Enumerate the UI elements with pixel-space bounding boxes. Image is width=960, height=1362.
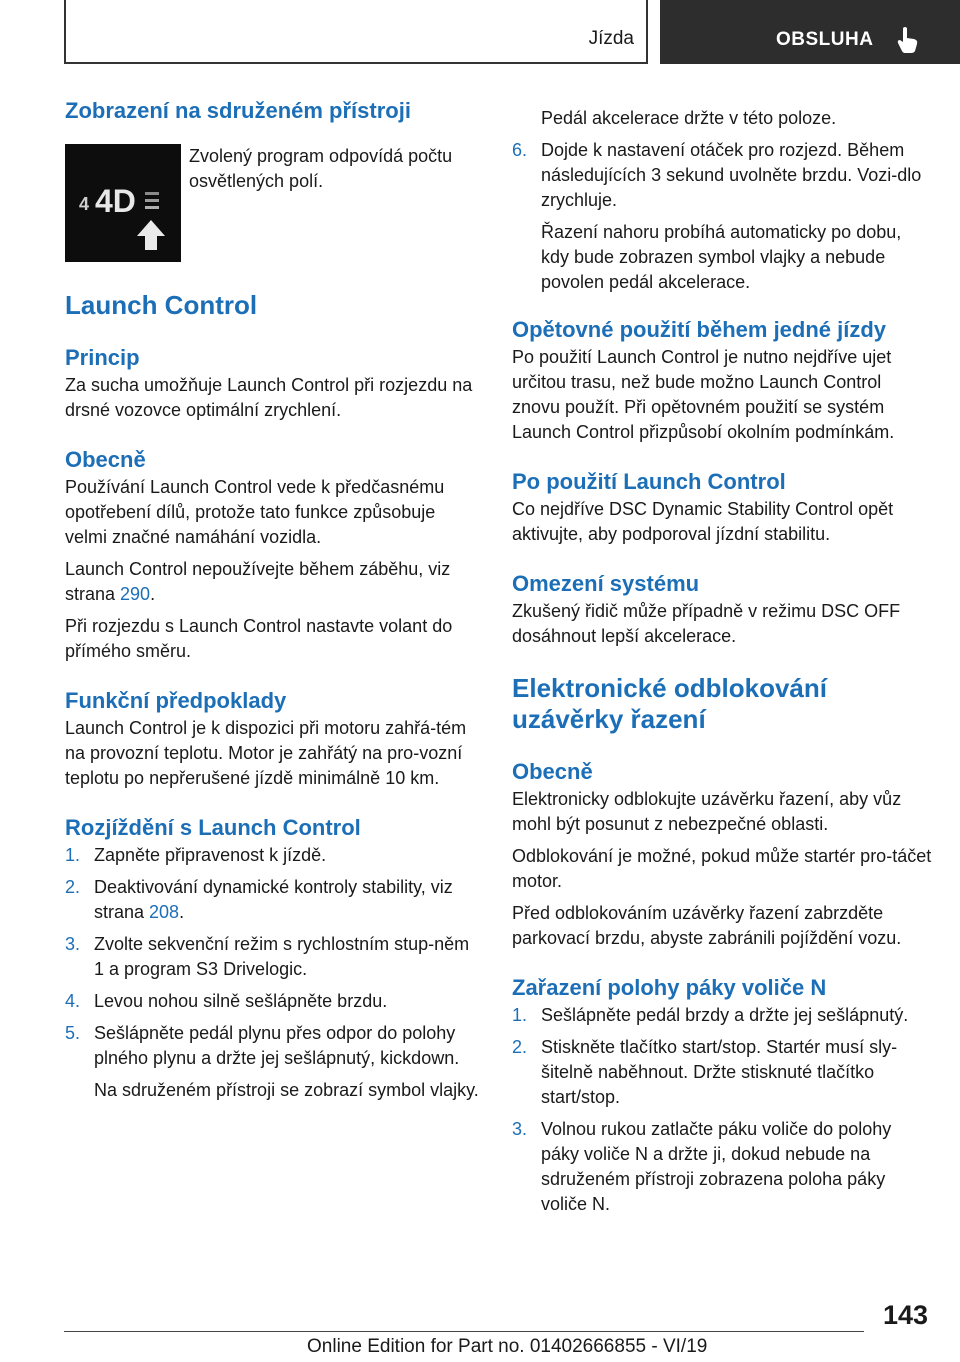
rozjizdeni-steps-continued (512, 138, 932, 295)
princip-text: Za sucha umožňuje Launch Control při rozjezdu na drsné vozovce optimální zrychlení. (65, 375, 473, 420)
section-title-obecne-2: Obecně (512, 759, 593, 784)
obecne-p2: Launch Control nepoužívejte během záběhu, viz strana 290. (65, 559, 451, 604)
section-title-zarazeni: Zařazení polohy páky voliče N (512, 975, 827, 1000)
footer-divider (64, 1331, 864, 1332)
obecne-p3: Při rozjezdu s Launch Control nastavte volant do přímého směru. (65, 616, 453, 661)
section-title-omezeni: Omezení systému (512, 571, 700, 596)
list-item: 3. Volnou rukou zatlačte páku voliče do polohy páky voliče N a držte ji, dokud nebude na sdruženém přístroji zobrazena poloha páky voliče N. (512, 1119, 892, 1214)
list-item: 6. Dojde k nastavení otáček pro rozjezd. Během následujících 3 sekund uvolněte brzdu. Vozi-dlo zrychluje. Řazení nahoru probíhá automaticky po dobu, kdy bude zobrazen symbol vlajky a nebude povolen pedál akcelerace. (512, 138, 932, 295)
display-text: Zvolený program odpovídá počtu osvětlených polí. (189, 146, 453, 191)
list-item: 1. Sešlápněte pedál brzdy a držte jej sešlápnutý. (512, 1005, 909, 1025)
section-title-rozjizdeni: Rozjíždění s Launch Control (65, 815, 361, 840)
svg-text:4: 4 (79, 194, 90, 214)
list-item: 4. Levou nohou silně sešlápněte brzdu. (65, 991, 388, 1011)
opetovne-text: Po použití Launch Control je nutno nejdříve ujet určitou trasu, než bude možno Launch Control znovu použít. Při opětovném použití se systém Launch Control přizpůsobí okolním podmínkám. (512, 347, 895, 442)
obecne2-p2: Odblokování je možné, pokud může startér pro-táčet motor. (512, 846, 932, 891)
hand-pointer-icon (896, 26, 920, 54)
list-item: 1. Zapněte připravenost k jízdě. (65, 845, 327, 865)
list-item: 5. Sešlápněte pedál plynu přes odpor do polohy plného plynu a držte jej sešlápnutý, kickdown. Na sdruženém přístroji se zobrazí symbol vlajky. (65, 1021, 480, 1103)
header-section: OBSLUHA (776, 29, 874, 50)
right-column (512, 106, 932, 1217)
instrument-cluster-image (65, 144, 181, 262)
list-item: 2. Deaktivování dynamické kontroly stability, viz strana 208. (65, 877, 453, 922)
section-title-elektronicke: Elektronické odblokování uzávěrky řazení (512, 673, 827, 734)
rozjizdeni-steps (65, 843, 480, 1103)
funkcni-text: Launch Control je k dispozici při motoru zahřá-tém na provozní teplotu. Motor je zahřátý na pro-vozní teplotu po nepřerušené jízdě minimálně 10 km. (65, 718, 467, 788)
continued-text: Pedál akcelerace držte v této poloze. (541, 108, 837, 128)
obecne2-p1: Elektronicky odblokujte uzávěrku řazení, aby vůz mohl být posunut z nebezpečné oblasti. (512, 789, 902, 834)
obecne2-p3: Před odblokováním uzávěrky řazení zabrzděte parkovací brzdu, abyste zabránili pojíždění vozu. (512, 903, 902, 948)
list-item-note: Na sdruženém přístroji se zobrazí symbol vlajky. (94, 1080, 479, 1100)
section-title-po-pouziti: Po použití Launch Control (512, 469, 786, 494)
section-title-display: Zobrazení na sdruženém přístroji (65, 98, 411, 123)
header-section-box (660, 0, 960, 64)
page-link-290[interactable]: 290 (120, 584, 151, 604)
display-figure (65, 144, 480, 262)
gear-up-arrow-icon (65, 144, 181, 262)
po-pouziti-text: Co nejdříve DSC Dynamic Stability Control opět aktivujte, aby podporoval jízdní stabilitu. (512, 499, 894, 544)
section-title-princip: Princip (65, 345, 140, 370)
zarazeni-steps (512, 1003, 932, 1217)
header-chapter: Jízda (588, 28, 634, 49)
list-item: 2. Stiskněte tlačítko start/stop. Startér musí sly-šitelně naběhnout. Držte stisknuté tlačítko start/stop. (512, 1037, 898, 1107)
left-column (65, 96, 480, 1103)
page-number: 143 (882, 1300, 928, 1330)
list-item-note: Řazení nahoru probíhá automaticky po dobu, kdy bude zobrazen symbol vlajky a nebude povolen pedál akcelerace. (541, 222, 902, 292)
gear-label: 4D (95, 183, 136, 219)
section-title-obecne: Obecně (65, 447, 146, 472)
list-item: 3. Zvolte sekvenční režim s rychlostním stup-něm 1 a program S3 Drivelogic. (65, 934, 470, 979)
footer-edition: Online Edition for Part no. 01402666855 - VI/19 (307, 1336, 708, 1357)
obecne-p1: Používání Launch Control vede k předčasnému opotřebení dílů, protože tato funkce způsobuje velmi značné namáhání vozidla. (65, 477, 445, 547)
main-title: Launch Control (65, 290, 258, 320)
section-title-funkcni: Funkční předpoklady (65, 688, 287, 713)
section-title-opetovne: Opětovné použití během jedné jízdy (512, 317, 887, 342)
omezeni-text: Zkušený řidič může případně v režimu DSC OFF dosáhnout lepší akcelerace. (512, 601, 901, 646)
page-link-208[interactable]: 208 (149, 902, 180, 922)
header-chapter-box (64, 0, 648, 64)
